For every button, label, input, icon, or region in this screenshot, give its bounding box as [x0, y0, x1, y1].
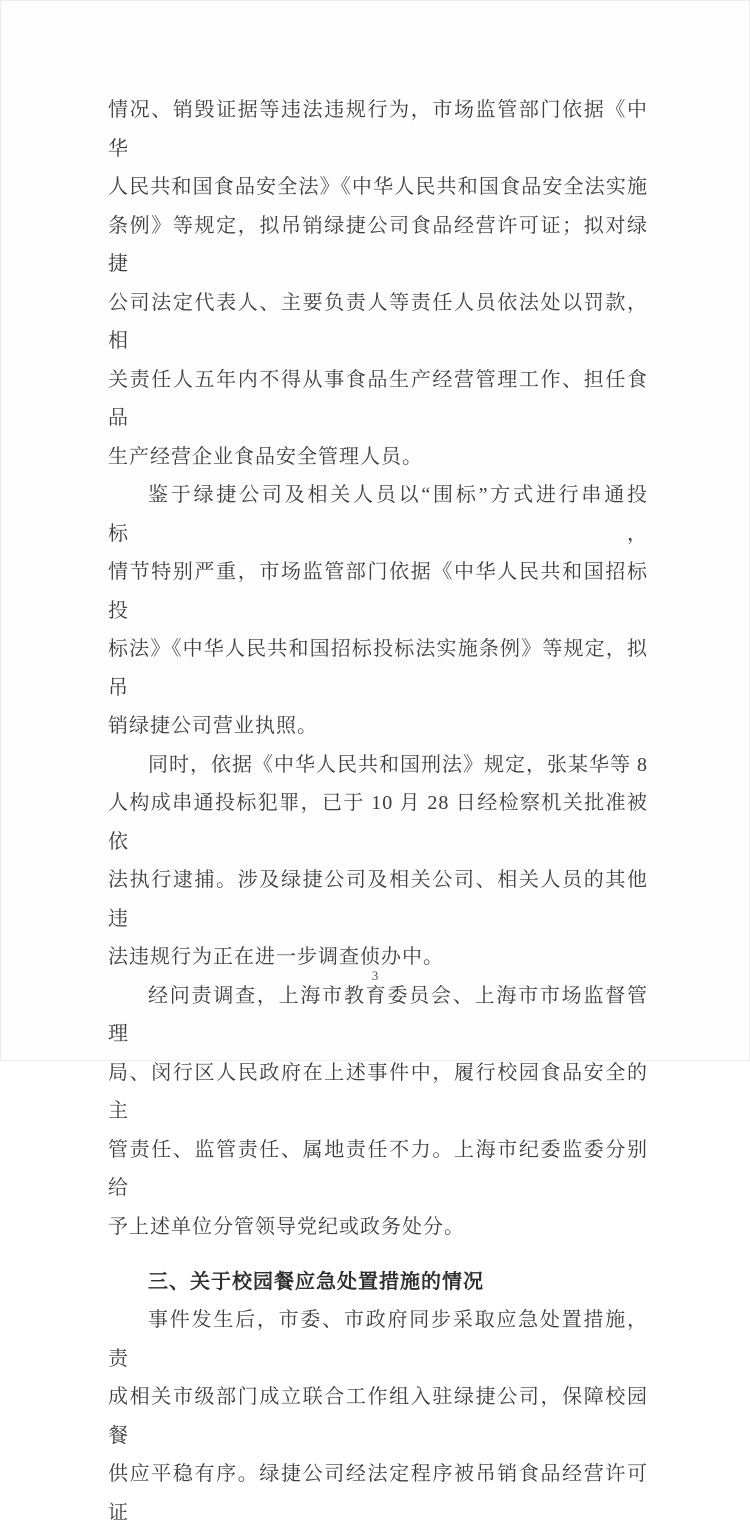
text-line: 标法》《中华人民共和国招标投标法实施条例》等规定，拟吊 [108, 638, 648, 699]
page-number: 3 [371, 968, 379, 983]
text-line: 同时，依据《中华人民共和国刑法》规定，张某华等 8 [148, 753, 648, 776]
text-line: 鉴于绿捷公司及相关人员以“围标”方式进行串通投标， [108, 484, 648, 545]
text-line: 条例》等规定，拟吊销绿捷公司食品经营许可证；拟对绿捷 [108, 214, 648, 275]
text-line: 管责任、监管责任、属地责任不力。上海市纪委监委分别给 [108, 1138, 648, 1199]
text-line: 成相关市级部门成立联合工作组入驻绿捷公司，保障校园餐 [108, 1386, 648, 1447]
text-line: 供应平稳有序。绿捷公司经法定程序被吊销食品经营许可证 [108, 1463, 648, 1524]
text-line: 情况、销毁证据等违法违规行为，市场监管部门依据《中华 [108, 99, 648, 160]
text-line: 公司法定代表人、主要负责人等责任人员依法处以罚款，相 [108, 291, 648, 352]
text-line: 销绿捷公司营业执照。 [108, 715, 318, 737]
section-heading: 三、关于校园餐应急处置措施的情况 [148, 1270, 484, 1293]
text-line: 法执行逮捕。涉及绿捷公司及相关公司、相关人员的其他违 [108, 869, 648, 930]
text-line: 局、闵行区人民政府在上述事件中，履行校园食品安全的主 [108, 1061, 648, 1122]
text-line: 情节特别严重，市场监管部门依据《中华人民共和国招标投 [108, 561, 648, 622]
document-body [108, 91, 648, 1532]
text-line: 予上述单位分管领导党纪或政务处分。 [108, 1215, 465, 1238]
text-line: 人民共和国食品安全法》《中华人民共和国食品安全法实施 [108, 176, 648, 198]
text-line: 生产经营企业食品安全管理人员。 [108, 445, 423, 468]
text-line: 事件发生后，市委、市政府同步采取应急处置措施，责 [108, 1309, 648, 1370]
text-line: 法违规行为正在进一步调查侦办中。 [108, 946, 444, 968]
text-line: 经问责调查，上海市教育委员会、上海市市场监督管理 [108, 984, 648, 1045]
text-line: 关责任人五年内不得从事食品生产经营管理工作、担任食品 [108, 368, 648, 429]
text-line: 人构成串通投标犯罪，已于 10 月 28 日经检察机关批准被依 [108, 792, 648, 853]
